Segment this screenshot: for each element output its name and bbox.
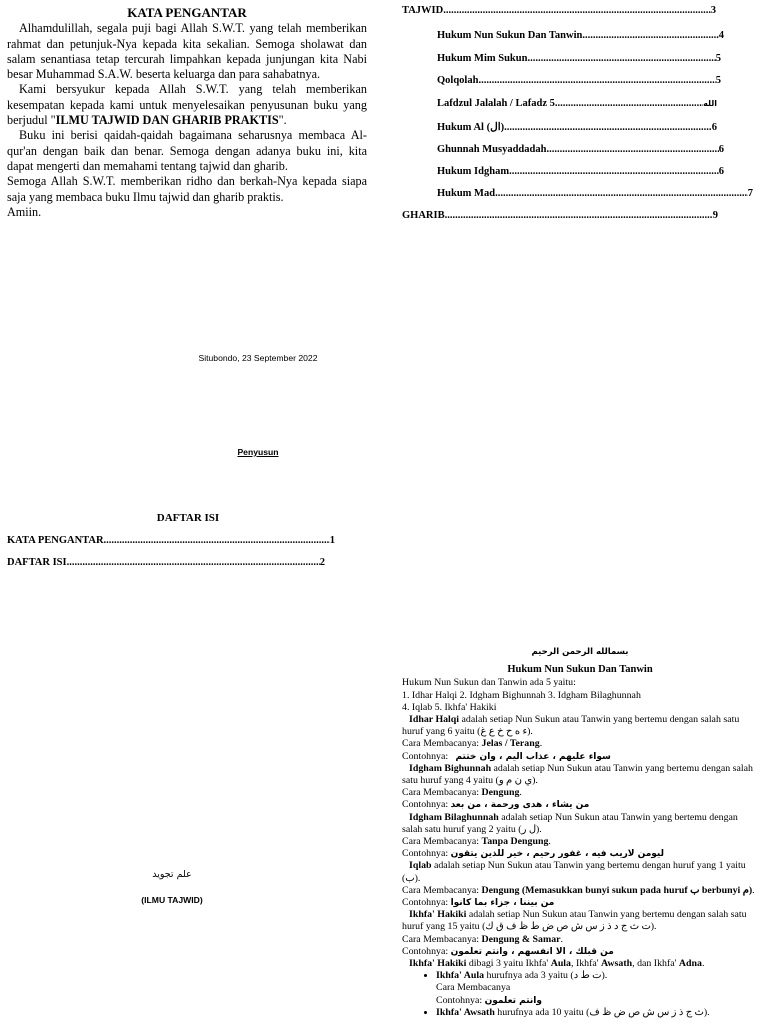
toc-entry-gharib[interactable]: [402, 210, 718, 221]
term: Iqlab: [409, 860, 432, 872]
toc-label: GHARIB: [402, 210, 445, 221]
toc-page: 5: [715, 75, 721, 86]
rules-list-1: 1. Idhar Halqi 2. Idgham Bighunnah 3. Idgham Bilaghunnah: [402, 689, 641, 701]
toc-leader: [443, 5, 711, 16]
kata-pengantar-paragraph-5: Amiin.: [7, 204, 42, 219]
toc-label: DAFTAR ISI: [7, 557, 67, 568]
iqlab-definition: [402, 860, 758, 884]
ikhfa-contoh: [402, 946, 758, 958]
daftar-isi-title: DAFTAR ISI: [156, 512, 220, 524]
definition: hurufnya ada 10 yaitu (ث ج ذ ز س ش ص ض ظ ف).: [494, 1006, 710, 1018]
idhar-contoh: [402, 751, 758, 763]
value: Dengung & Samar: [481, 933, 561, 945]
aula: Aula: [550, 958, 571, 970]
penyusun-label: Penyusun: [237, 447, 279, 457]
awsath: Awsath: [601, 958, 633, 970]
label: Contohnya:: [402, 897, 451, 909]
toc-leader: [478, 75, 715, 86]
idhar-halqi-definition: [402, 714, 758, 738]
ib-cara-membaca: Cara Membacanya: Dengung.: [402, 787, 522, 799]
toc-page: 9: [712, 210, 718, 221]
iqlab-cara-membaca: Cara Membacanya: Dengung (Memasukkan bunyi sukun pada huruf ب berbunyi م).: [402, 884, 755, 896]
book-title: ILMU TAJWID DAN GHARIB PRAKTIS: [55, 113, 279, 128]
label: Cara Membacanya:: [402, 836, 482, 848]
arabic-example: من يشاء ، هدى ورحمة ، من بعد: [450, 800, 590, 811]
toc-label: Qolqolah: [437, 75, 479, 86]
term: Ikhfa' Hakiki: [409, 909, 467, 921]
value: Dengung (Memasukkan bunyi sukun pada huruf ب berbunyi م): [481, 884, 753, 896]
ibl-cara-membaca: Cara Membacanya: Tanpa Dengung.: [402, 836, 551, 848]
toc-leader: [104, 535, 330, 546]
term: Ikhfa' Awsath: [436, 1006, 495, 1018]
value: Tanpa Dengung: [481, 836, 549, 848]
toc-label: Lafdzul Jalalah / Lafadz 5: [437, 98, 555, 109]
label: Contohnya:: [402, 945, 451, 957]
toc-page: 7: [747, 188, 753, 199]
list-item-awsath: [436, 1007, 758, 1019]
toc-page: 6: [718, 166, 724, 177]
idhar-cara-membaca: Cara Membacanya: Jelas / Terang.: [402, 738, 543, 750]
ibl-contoh: [402, 848, 758, 860]
aula-contoh: [402, 995, 758, 1007]
kata-pengantar-paragraph-3: Buku ini berisi qaidah-qaidah bagaimana seharusnya membaca Al-qur'an dengan baik dan benar. Semoga dengan adanya buku ini, kita dapat mengerti dan memahami tentang tajwid dan gharib.: [7, 128, 367, 173]
ikhfa-cara-membaca: Cara Membacanya: Dengung & Samar.: [402, 933, 563, 945]
bismillah-heading: [402, 645, 758, 658]
toc-label: Hukum Idgham: [437, 166, 510, 177]
definition: adalah setiap Nun Sukun atau Tanwin yang bertemu dengan salah satu huruf yang 6 yaitu (ء ه ح خ ع غ).: [402, 714, 740, 738]
text: , Ikhfa': [571, 958, 602, 970]
bismillah-text: بسمالله الرحمن الرحيم: [531, 647, 629, 657]
list-item-aula: [436, 970, 758, 982]
label: Cara Membacanya:: [402, 884, 482, 896]
toc-leader: [527, 53, 715, 64]
cover-arabic-text: علم تجويد: [152, 869, 192, 880]
value: Dengung: [481, 787, 520, 799]
text: .: [701, 958, 705, 970]
aula-cara-membaca: Cara Membacanya: [436, 982, 511, 994]
section-title: Hukum Nun Sukun Dan Tanwin: [507, 664, 653, 676]
toc-leader: [445, 210, 713, 221]
toc-entry-kata-pengantar[interactable]: [7, 535, 335, 546]
label: Cara Membacanya:: [402, 738, 482, 750]
ikhfa-subtypes-list-2: [402, 1007, 758, 1019]
toc-label: Hukum Nun Sukun Dan Tanwin: [437, 30, 583, 41]
toc-page: 4: [718, 30, 724, 41]
toc-leader: [504, 122, 712, 133]
term: Ikhfa' Hakiki: [409, 958, 467, 970]
label: Cara Membacanya:: [402, 787, 482, 799]
toc-leader: [546, 144, 718, 155]
text: , dan Ikhfa': [632, 958, 679, 970]
label: Cara Membacanya:: [402, 933, 482, 945]
kata-pengantar-paragraph-2: [7, 82, 367, 128]
toc-leader: [495, 188, 748, 199]
label: Contohnya:: [402, 848, 451, 860]
definition: adalah setiap Nun Sukun atau Tanwin yang bertemu dengan salah satu huruf yang 15 yaitu (ت ث ج د ذ ز س ش ص ض ط ظ ف ق ك).: [402, 909, 747, 933]
toc-entry-hukum-al[interactable]: [437, 121, 717, 133]
definition: adalah setiap Nun Sukun atau Tanwin yang bertemu dengan huruf yang 1 yaitu (ب).: [402, 860, 746, 884]
toc-label: Hukum Mim Sukun: [437, 53, 528, 64]
toc-page: الله: [703, 99, 717, 108]
cover-arabic-title: [0, 869, 344, 880]
arabic-example: سواء عليهم ، عذاب اليم ، وان ختتم: [455, 751, 611, 762]
toc-label: KATA PENGANTAR: [7, 535, 104, 546]
term: Idgham Bighunnah: [409, 762, 492, 774]
definition: adalah setiap Nun Sukun atau Tanwin yang bertemu dengan salah satu huruf yang 4 yaitu (ي ن م و).: [402, 762, 753, 787]
toc-entry-daftar-isi[interactable]: [7, 557, 325, 568]
paragraph-2-text: Kami bersyukur kepada Allah S.W.T. yang telah memberikan kesempatan kepada kami untuk menyelesaikan penyusunan buku yang berjudul ": [7, 82, 367, 128]
toc-entry-hukum-idgham[interactable]: [437, 166, 724, 177]
idgham-bighunnah-definition: [402, 763, 758, 787]
toc-label: Hukum Mad: [437, 188, 496, 199]
ikhfa-hakiki-definition: [402, 909, 758, 933]
arabic-example: من بيننا ، جزاء بما كانوا: [450, 898, 555, 909]
toc-entry-hukum-nun-sukun[interactable]: [437, 30, 724, 41]
toc-page: 6: [718, 144, 724, 155]
toc-entry-hukum-mim-sukun[interactable]: [437, 53, 721, 64]
toc-label: Hukum Al (ال): [437, 122, 505, 133]
toc-page: 3: [710, 5, 716, 16]
idgham-bilaghunnah-definition: [402, 812, 758, 836]
arabic-example: من قبلك ، الا انفسهم ، وانتم تعلمون: [450, 946, 614, 957]
iqlab-contoh: [402, 897, 758, 909]
toc-page: 1: [329, 535, 335, 546]
adna: Adna: [678, 958, 702, 970]
cover-title: (ILMU TAJWID): [141, 895, 203, 905]
ikhfa-subtypes-list: [402, 970, 758, 982]
label: Contohnya:: [402, 750, 451, 762]
term: Ikhfa' Aula: [436, 970, 485, 982]
term: Idhar Halqi: [409, 714, 460, 726]
intro-text: Hukum Nun Sukun dan Tanwin ada 5 yaitu:: [402, 677, 576, 689]
kata-pengantar-title: KATA PENGANTAR: [127, 5, 247, 20]
toc-label: TAJWID: [402, 5, 444, 16]
ib-contoh: [402, 799, 758, 811]
toc-page: 5: [715, 53, 721, 64]
label: Contohnya:: [402, 799, 451, 811]
definition: hurufnya ada 3 yaitu (ت ط د).: [484, 970, 608, 982]
kata-pengantar-section: [7, 5, 367, 220]
toc-page: 6: [711, 122, 717, 133]
toc-label: Ghunnah Musyaddadah: [437, 144, 547, 155]
kata-pengantar-paragraph-4: Semoga Allah S.W.T. memberikan ridho dan berkah-Nya kepada siapa saja yang membaca buku Ilmu tajwid dan gharib praktis.: [7, 174, 367, 204]
toc-entry-ghunnah-musyaddadah[interactable]: [437, 144, 724, 155]
toc-entry-lafdzul-jalalah[interactable]: [437, 98, 717, 109]
toc-entry-tajwid[interactable]: [402, 5, 716, 16]
toc-entry-hukum-mad[interactable]: [437, 188, 753, 199]
toc-leader: [555, 98, 703, 109]
toc-entry-qolqolah[interactable]: [437, 75, 721, 86]
label: Contohnya:: [436, 994, 485, 1006]
paragraph-2-end: ".: [278, 113, 287, 128]
text: dibagi 3 yaitu Ikhfa': [466, 958, 551, 970]
arabic-example: ليومن لاريب فيه ، غفور رحيم ، خير للذين يتقون: [450, 849, 664, 860]
definition: adalah setiap Nun Sukun atau Tanwin yang bertemu dengan salah satu huruf yang 2 yaitu (ل ر).: [402, 811, 738, 835]
term: Idgham Bilaghunnah: [409, 811, 499, 823]
toc-leader: [67, 557, 320, 568]
hukum-nun-section: [402, 645, 758, 1019]
arabic-example: وانتم تعلمون: [484, 995, 542, 1006]
toc-page: 2: [319, 557, 325, 568]
place-date: Situbondo, 23 September 2022: [198, 353, 318, 363]
rules-list-2: 4. Iqlab 5. Ikhfa' Hakiki: [402, 701, 497, 713]
toc-leader: [509, 166, 719, 177]
value: Jelas / Terang: [481, 738, 540, 750]
ikhfa-division: [402, 958, 758, 970]
toc-leader: [582, 30, 718, 41]
kata-pengantar-paragraph-1: Alhamdulillah, segala puji bagi Allah S.W.T. yang telah memberikan rahmat dan petunjuk-Nya kepada kita sekalian. Semoga sholawat dan salam senantiasa tetap tercurah limpahkan kepada junjungan kita Nabi besar Muhammad S.A.W. beserta keluarga dan para sahabatnya.: [7, 21, 367, 82]
